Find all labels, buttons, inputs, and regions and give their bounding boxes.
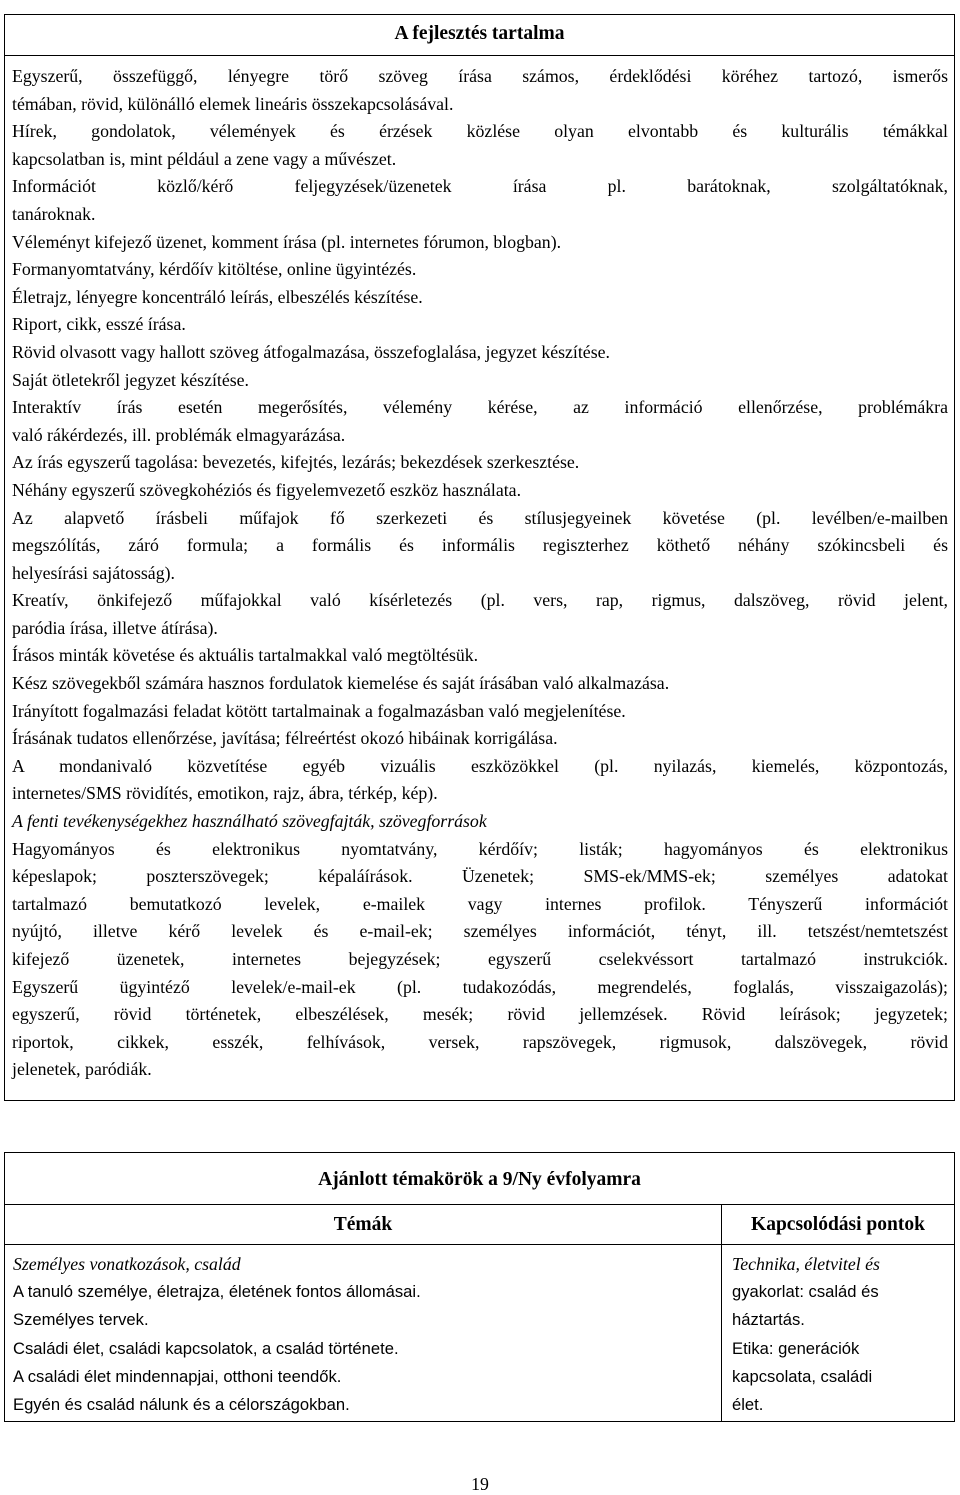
- text-line: riportok, cikkek, esszék, felhívások, versek, rapszövegek, rigmusok, dalszövegek, rövid: [12, 1031, 948, 1052]
- topic-item: A családi élet mindennapjai, otthoni teendők.: [13, 1366, 342, 1386]
- text-line: Egyszerű ügyintéző levelek/e-mail-ek (pl. tudakozódás, megrendelés, foglalás, visszaigazolás);: [12, 976, 948, 997]
- text-line: Az alapvető írásbeli műfajok fő szerkezeti és stílusjegyeinek követése (pl. levélben/e-mailben: [12, 507, 948, 528]
- connection-line: gyakorlat: család és: [732, 1282, 879, 1302]
- text-line: Az írás egyszerű tagolása: bevezetés, kifejtés, lezárás; bekezdések szerkesztése.: [12, 452, 580, 473]
- connection-line: háztartás.: [732, 1310, 805, 1330]
- topics-column: [13, 1250, 421, 1419]
- text-line: megszólítás, záró formula; a formális és informális regiszterhez köthető néhány szókincsbeli és: [12, 535, 948, 556]
- column-header-topics: Témák: [333, 1214, 393, 1235]
- connection-line: Technika, életvitel és: [732, 1254, 880, 1274]
- text-line: témában, rövid, különálló elemek lineáris összekapcsolásával.: [12, 93, 454, 114]
- page-number: 19: [471, 1474, 489, 1494]
- connections-column: [732, 1250, 952, 1419]
- topic-item: A tanuló személye, életrajza, életének fontos állomásai.: [13, 1282, 421, 1302]
- topic-heading: Személyes vonatkozások, család: [13, 1254, 241, 1274]
- text-line: jelenetek, paródiák.: [12, 1059, 152, 1080]
- text-line: Egyszerű, összefüggő, lényegre törő szöveg írása számos, érdeklődési köréhez tartozó, ismerős: [12, 66, 948, 86]
- text-line: Hírek, gondolatok, vélemények és érzések közlése olyan elvontabb és kulturális témákkal: [12, 121, 948, 142]
- text-line: A mondanivaló közvetítése egyéb vizuális eszközökkel (pl. nyilazás, kiemelés, központozás,: [12, 755, 948, 776]
- text-line: egyszerű, rövid történetek, elbeszélések, mesék; rövid jellemzések. Rövid leírások; jegyzetek;: [12, 1004, 948, 1025]
- text-line: Írásos minták követése és aktuális tartalmakkal való megtöltésük.: [12, 645, 479, 666]
- text-line: helyesírási sajátosság).: [12, 562, 175, 583]
- topic-item: Családi élet, családi kapcsolatok, a család története.: [13, 1338, 399, 1358]
- text-line: Hagyományos és elektronikus nyomtatvány, kérdőív; listák; hagyományos és elektronikus: [12, 838, 948, 859]
- connection-line: Etika: generációk: [732, 1338, 860, 1358]
- text-line: való rákérdezés, ill. problémák elmagyarázása.: [12, 424, 346, 445]
- text-line: Riport, cikk, esszé írása.: [12, 314, 186, 335]
- text-line: Írásának tudatos ellenőrzése, javítása; félreértést okozó hibáinak korrigálása.: [12, 728, 558, 749]
- text-line: Néhány egyszerű szövegkohéziós és figyelemvezető eszköz használata.: [12, 479, 522, 500]
- divider: [5, 55, 954, 56]
- text-line: paródia írása, illetve átírása).: [12, 617, 218, 638]
- text-line: Életrajz, lényegre koncentráló leírás, elbeszélés készítése.: [12, 286, 423, 307]
- text-line: képeslapok; poszterszövegek; képaláírások. Üzenetek; SMS-ek/MMS-ek; személyes adatokat: [12, 866, 948, 887]
- text-line: Formanyomtatvány, kérdőív kitöltése, online ügyintézés.: [12, 259, 417, 280]
- text-line: Véleményt kifejező üzenet, komment írása (pl. internetes fórumon, blogban).: [12, 231, 562, 252]
- text-line: kapcsolatban is, mint például a zene vagy a művészet.: [12, 148, 397, 169]
- text-line: Kreatív, önkifejező műfajokkal való kísérletezés (pl. vers, rap, rigmus, dalszöveg, rövid jelent,: [12, 590, 948, 611]
- text-line: Információt közlő/kérő feljegyzések/üzenetek írása pl. barátoknak, szolgáltatóknak,: [12, 176, 948, 197]
- text-line: internetes/SMS rövidítés, emotikon, rajz, ábra, térkép, kép).: [12, 783, 438, 804]
- text-line: kifejező üzenetek, internetes bejegyzések; egyszerű cselekvéssort tartalmazó instrukciók.: [12, 949, 948, 969]
- text-line: tanároknak.: [12, 203, 96, 224]
- divider: [5, 1204, 954, 1205]
- section-title: A fejlesztés tartalma: [394, 23, 565, 44]
- subheading-italic: A fenti tevékenységekhez használható szövegfajták, szövegforrások: [12, 811, 487, 832]
- connection-line: kapcsolata, családi: [732, 1366, 873, 1386]
- table-title: Ajánlott témakörök a 9/Ny évfolyamra: [318, 1169, 641, 1190]
- text-line: Kész szövegekből számára hasznos fordulatok kiemelése és saját írásában való alkalmazása.: [12, 673, 670, 694]
- topics-table: [4, 1152, 955, 1422]
- column-header-connections: Kapcsolódási pontok: [751, 1214, 925, 1235]
- text-line: Irányított fogalmazási feladat kötött tartalmainak a fogalmazásban való megjelenítése.: [12, 700, 626, 721]
- text-line: tartalmazó bemutatkozó levelek, e-mailek vagy internes profilok. Tényszerű információt: [12, 893, 948, 914]
- section-body: [12, 63, 948, 1084]
- connection-line: élet.: [732, 1394, 764, 1414]
- topic-item: Személyes tervek.: [13, 1310, 149, 1330]
- divider: [5, 1244, 954, 1245]
- text-line: Interaktív írás esetén megerősítés, vélemény kérése, az információ ellenőrzése, problémákra: [12, 397, 948, 418]
- topic-item: Egyén és család nálunk és a célországokban.: [13, 1394, 350, 1414]
- text-line: nyújtó, illetve kérő levelek és e-mail-ek; személyes információt, tényt, ill. tetszést/nemtetszést: [12, 921, 948, 942]
- text-line: Saját ötletekről jegyzet készítése.: [12, 369, 249, 390]
- text-line: Rövid olvasott vagy hallott szöveg átfogalmazása, összefoglalása, jegyzet készítése.: [12, 341, 610, 362]
- development-content-box: [4, 14, 955, 1101]
